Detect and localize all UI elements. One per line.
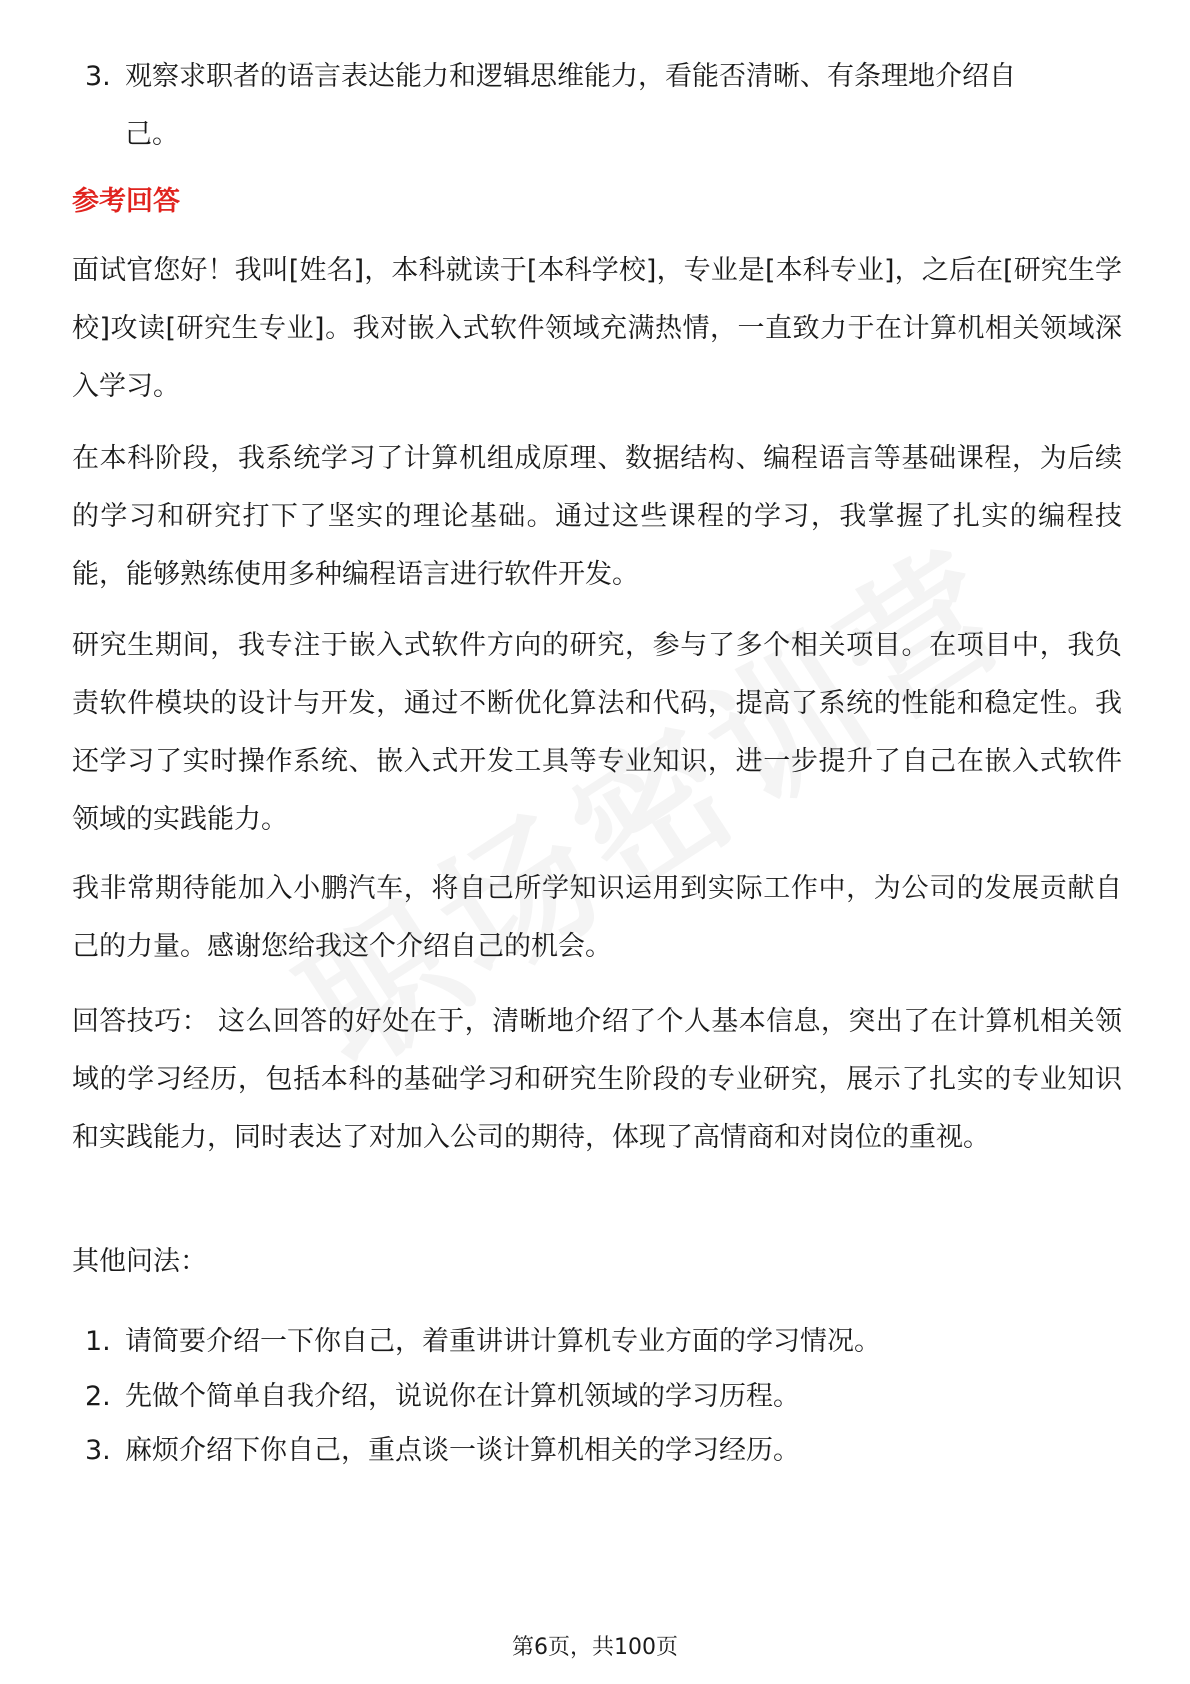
answer-paragraph-1: 面试官您好！我叫[姓名]，本科就读于[本科学校]，专业是[本科专业]，之后在[研究生学校]攻读[研究生专业]。我对嵌入式软件领域充满热情，一直致力于在计算机相关领域深入学习。 [72, 255, 1122, 402]
list-text: 麻烦介绍下你自己，重点谈一谈计算机相关的学习经历。 [125, 1435, 800, 1466]
other-heading: 其他问法： [72, 1246, 207, 1277]
list-text: 先做个简单自我介绍，说说你在计算机领域的学习历程。 [125, 1381, 800, 1412]
answer-tips: 回答技巧： 这么回答的好处在于，清晰地介绍了个人基本信息，突出了在计算机相关领域的学习经历，包括本科的基础学习和研究生阶段的专业研究，展示了扎实的专业知识和实践能力，同时表达了对加入公司的期待，体现了高情商和对岗位的重视。 [72, 1006, 1122, 1153]
list-text: 观察求职者的语言表达能力和逻辑思维能力，看能否清晰、有条理地介绍自己。 [125, 61, 1016, 150]
list-number: 3. [85, 61, 111, 92]
list-text: 请简要介绍一下你自己，着重讲讲计算机专业方面的学习情况。 [125, 1326, 881, 1357]
section-heading: 参考回答 [72, 186, 180, 217]
answer-paragraph-2: 在本科阶段，我系统学习了计算机组成原理、数据结构、编程语言等基础课程，为后续的学习和研究打下了坚实的理论基础。通过这些课程的学习，我掌握了扎实的编程技能，能够熟练使用多种编程语言进行软件开发。 [72, 443, 1122, 590]
list-number: 2. [85, 1381, 111, 1412]
answer-paragraph-3: 研究生期间，我专注于嵌入式软件方向的研究，参与了多个相关项目。在项目中，我负责软件模块的设计与开发，通过不断优化算法和代码，提高了系统的性能和稳定性。我还学习了实时操作系统、嵌入式开发工具等专业知识，进一步提升了自己在嵌入式软件领域的实践能力。 [72, 630, 1122, 835]
answer-paragraph-4: 我非常期待能加入小鹏汽车，将自己所学知识运用到实际工作中，为公司的发展贡献自己的力量。感谢您给我这个介绍自己的机会。 [72, 873, 1122, 962]
list-number: 3. [85, 1435, 111, 1466]
list-number: 1. [85, 1326, 111, 1357]
page-footer: 第6页，共100页 [512, 1635, 678, 1660]
